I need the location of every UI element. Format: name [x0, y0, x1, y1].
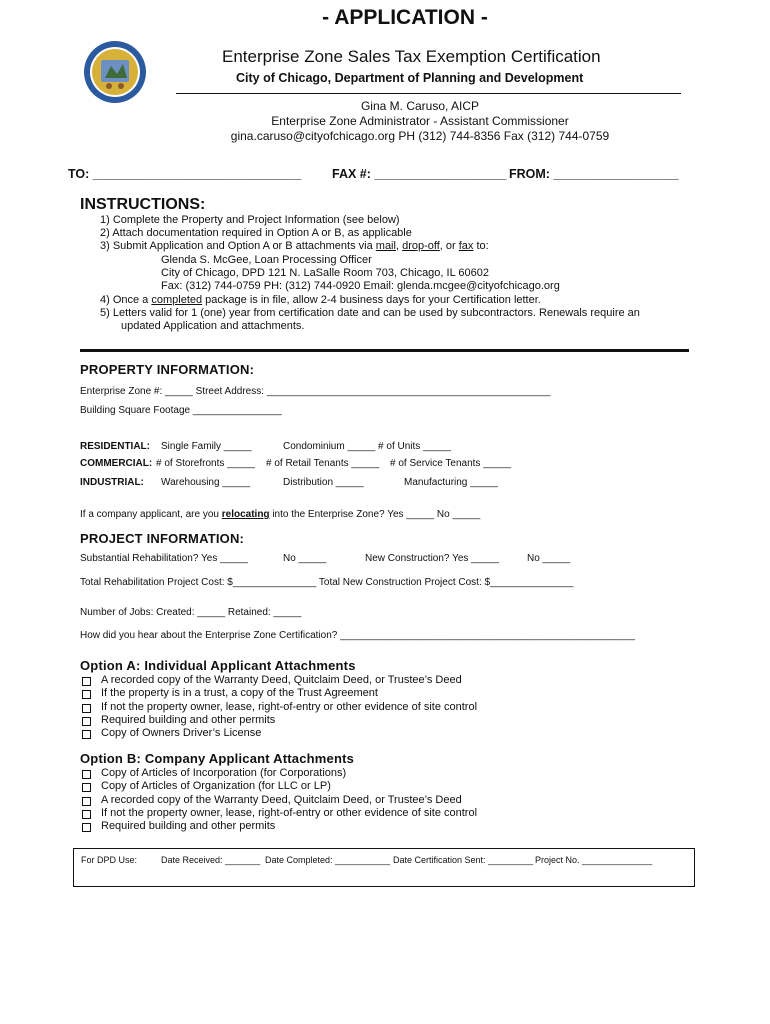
- relocating-word: relocating: [221, 509, 270, 520]
- zone-address-field[interactable]: Enterprise Zone #: _____ Street Address: ___________________________________________________: [80, 386, 551, 397]
- checkbox[interactable]: [82, 717, 91, 726]
- attachment-item: Required building and other permits: [101, 713, 276, 726]
- date-completed-field[interactable]: Date Completed: ___________: [265, 855, 391, 865]
- completed-word: completed: [151, 294, 203, 306]
- checkbox[interactable]: [82, 810, 91, 819]
- mail-link: mail: [375, 240, 396, 252]
- page-title: - APPLICATION -: [322, 6, 488, 29]
- warehousing-field[interactable]: Warehousing _____: [161, 477, 251, 488]
- instruction-3: [100, 240, 489, 252]
- project-heading: PROJECT INFORMATION:: [80, 531, 245, 546]
- instructions-heading: INSTRUCTIONS:: [80, 196, 206, 213]
- fax-link: fax: [458, 240, 474, 252]
- date-received-field[interactable]: Date Received: _______: [161, 855, 261, 865]
- subtitle: Enterprise Zone Sales Tax Exemption Certification: [222, 47, 601, 66]
- instruction-2: 2) Attach documentation required in Option A or B, as applicable: [100, 227, 412, 239]
- fax-field[interactable]: FAX #: ___________________: [332, 167, 507, 181]
- checkbox[interactable]: [82, 704, 91, 713]
- contact-info: gina.caruso@cityofchicago.org PH (312) 744-8356 Fax (312) 744-0759: [230, 129, 610, 143]
- header-divider: [176, 93, 681, 94]
- instruction-3-end: to:: [473, 240, 489, 252]
- from-field[interactable]: FROM: __________________: [509, 167, 679, 181]
- city-seal-logo: [83, 40, 147, 104]
- rehab-yes-field[interactable]: Substantial Rehabilitation? Yes _____: [80, 553, 248, 564]
- contact-role: Enterprise Zone Administrator - Assistant Commissioner: [271, 114, 569, 128]
- attachment-item: If the property is in a trust, a copy of the Trust Agreement: [101, 687, 378, 700]
- address-line-3: Fax: (312) 744-0759 PH: (312) 744-0920 Email: glenda.mcgee@cityofchicago.org: [161, 280, 560, 292]
- attachment-item: Copy of Owners Driver’s License: [101, 727, 262, 740]
- section-divider: [80, 349, 689, 352]
- attachment-item: Copy of Articles of Incorporation (for Corporations): [101, 767, 347, 779]
- instruction-4-rest: package is in file, allow 2-4 business days for your Certification letter.: [202, 294, 541, 306]
- new-construction-yes-field[interactable]: New Construction? Yes _____: [365, 553, 499, 564]
- option-b-heading: Option B: Company Applicant Attachments: [80, 751, 355, 766]
- property-heading: PROPERTY INFORMATION:: [80, 362, 255, 377]
- relocating-rest: into the Enterprise Zone? Yes _____ No _____: [269, 509, 481, 520]
- project-number-field[interactable]: Project No. ______________: [535, 855, 653, 865]
- dpd-use-box: [73, 848, 695, 887]
- checkbox[interactable]: [82, 823, 91, 832]
- single-family-field[interactable]: Single Family _____: [161, 441, 252, 452]
- department-name: City of Chicago, Department of Planning and Development: [236, 71, 584, 85]
- industrial-label: INDUSTRIAL:: [80, 477, 144, 488]
- relocating-text: If a company applicant, are you: [80, 509, 222, 520]
- address-line-2: City of Chicago, DPD 121 N. LaSalle Room 703, Chicago, IL 60602: [161, 267, 489, 279]
- attachment-item: If not the property owner, lease, right-of-entry or other evidence of site control: [101, 806, 478, 819]
- referral-source-field[interactable]: How did you hear about the Enterprise Zone Certification? _____________________________________________________: [80, 630, 635, 641]
- contact-name: Gina M. Caruso, AICP: [360, 99, 480, 113]
- service-tenants-field[interactable]: # of Service Tenants _____: [390, 458, 512, 469]
- checkbox[interactable]: [82, 797, 91, 806]
- condominium-field[interactable]: Condominium _____ # of Units _____: [283, 441, 451, 452]
- date-sent-field[interactable]: Date Certification Sent: _________: [393, 855, 534, 865]
- attachment-item: A recorded copy of the Warranty Deed, Quitclaim Deed, or Trustee’s Deed: [101, 793, 462, 806]
- new-construction-no-field[interactable]: No _____: [527, 553, 571, 564]
- checkbox[interactable]: [82, 677, 91, 686]
- instruction-1: 1) Complete the Property and Project Information (see below): [100, 214, 400, 226]
- checkbox[interactable]: [82, 690, 91, 699]
- checkbox[interactable]: [82, 783, 91, 792]
- to-field[interactable]: TO: ______________________________: [68, 167, 302, 181]
- attachment-item: Copy of Articles of Organization (for LLC or LP): [101, 780, 331, 793]
- attachment-item: If not the property owner, lease, right-of-entry or other evidence of site control: [101, 700, 478, 713]
- residential-label: RESIDENTIAL:: [80, 441, 150, 452]
- address-line-1: Glenda S. McGee, Loan Processing Officer: [161, 254, 372, 266]
- instruction-4: [100, 294, 541, 306]
- attachment-item: Required building and other permits: [101, 820, 276, 833]
- checkbox[interactable]: [82, 770, 91, 779]
- attachment-item: A recorded copy of the Warranty Deed, Quitclaim Deed, or Trustee’s Deed: [101, 674, 462, 686]
- dropoff-link: drop-off: [402, 240, 440, 252]
- dpd-use-label: For DPD Use:: [81, 855, 138, 865]
- retail-tenants-field[interactable]: # of Retail Tenants _____: [266, 458, 380, 469]
- sep: ,: [395, 240, 403, 252]
- instruction-5: 5) Letters valid for 1 (one) year from certification date and can be used by subcontractors. Renewals require an: [100, 307, 640, 319]
- project-costs-field[interactable]: Total Rehabilitation Project Cost: $_______________ Total New Construction Project Cost: $_______________: [80, 577, 574, 588]
- sep: , or: [439, 240, 459, 252]
- distribution-field[interactable]: Distribution _____: [283, 477, 364, 488]
- option-a-heading: Option A: Individual Applicant Attachments: [80, 658, 356, 673]
- jobs-field[interactable]: Number of Jobs: Created: _____ Retained: _____: [80, 607, 302, 618]
- instruction-4-text: 4) Once a: [100, 294, 152, 306]
- commercial-label: COMMERCIAL:: [80, 458, 153, 469]
- instruction-5-cont: updated Application and attachments.: [121, 320, 305, 332]
- rehab-no-field[interactable]: No _____: [283, 553, 327, 564]
- manufacturing-field[interactable]: Manufacturing _____: [404, 477, 498, 488]
- instruction-3-text: 3) Submit Application and Option A or B attachments via: [100, 240, 376, 252]
- square-footage-field[interactable]: Building Square Footage ________________: [80, 405, 282, 416]
- checkbox[interactable]: [82, 730, 91, 739]
- storefronts-field[interactable]: # of Storefronts _____: [156, 458, 255, 469]
- relocating-question[interactable]: [80, 509, 480, 520]
